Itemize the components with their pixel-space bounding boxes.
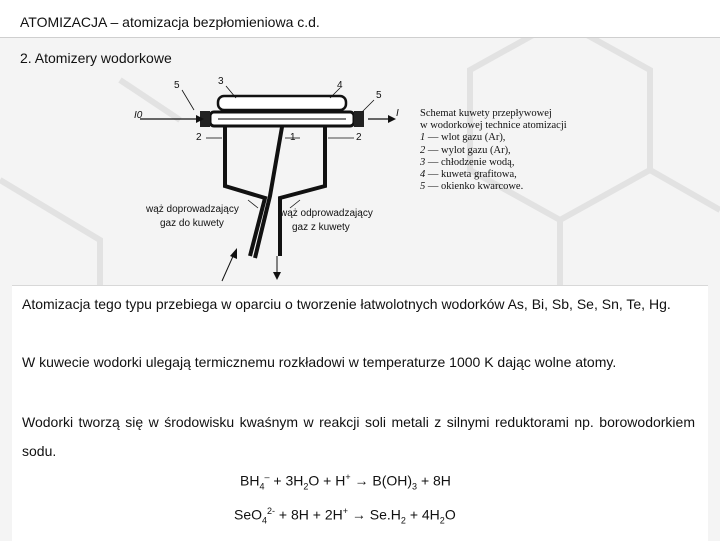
figure-legend xyxy=(420,108,567,193)
paragraph-1: Atomizacja tego typu przebiega w oparciu o tworzenie łatwolotnych wodorków As, Bi, Sb, Se, Sn, Te, Hg. xyxy=(22,296,671,312)
outlet-hose xyxy=(280,127,325,256)
cooling-jacket xyxy=(218,96,346,110)
label-2-left: 2 xyxy=(196,132,202,143)
label-5-left: 5 xyxy=(174,80,180,91)
label-2-right: 2 xyxy=(356,132,362,143)
paragraph-3: Wodorki tworzą się w środowisku kwaśnym w reakcji soli metali z silnymi reduktorami np. borowodorkiem sodu. xyxy=(22,414,695,459)
header-bar xyxy=(0,0,720,38)
legend-title-1: Schemat kuwety przepływowej xyxy=(420,108,552,119)
text-panel xyxy=(12,285,708,541)
outlet-hose-label-1: wąż odprowadzający xyxy=(280,208,373,219)
label-1: 1 xyxy=(290,132,296,143)
legend-item: 5 — okienko kwarcowe. xyxy=(420,181,524,193)
inflow-arrow xyxy=(222,254,234,281)
label-i0: I0 xyxy=(134,110,143,121)
legend-item: 2 — wylot gazu (Ar), xyxy=(420,144,511,156)
section-heading: 2. Atomizery wodorkowe xyxy=(20,50,172,66)
window-right xyxy=(354,111,364,127)
equation-1: $BH_4^- + 3H_2O + H^+ \to B(OH)_3 + 8H$ xyxy=(240,472,451,492)
legend-title-2: w wodorkowej technice atomizacji xyxy=(420,120,567,132)
inlet-hose-label-1: wąż doprowadzający xyxy=(146,204,239,215)
legend-item: 3 — chłodzenie wodą, xyxy=(420,156,515,168)
legend-item: 4 — kuweta grafitowa, xyxy=(420,169,517,181)
slide-title: ATOMIZACJA – atomizacja bezpłomieniowa c.d. xyxy=(20,14,320,30)
equation-2: $SeO_4^{2-} + 8H + 2H^+ \to Se.H_2 + 4H_2O$ xyxy=(234,506,456,526)
label-i: I xyxy=(396,108,399,119)
label-5-right: 5 xyxy=(376,90,382,101)
inlet-hose-label-2: gaz do kuwety xyxy=(160,218,224,229)
label-3: 3 xyxy=(218,76,224,87)
legend-item: 1 — wlot gazu (Ar), xyxy=(420,132,506,144)
label-4: 4 xyxy=(337,80,343,91)
paragraph-2: W kuwecie wodorki ulegają termicznemu rozkładowi w temperaturze 1000 K dając wolne atomy. xyxy=(22,354,617,370)
outlet-hose-label-2: gaz z kuwety xyxy=(292,222,350,233)
